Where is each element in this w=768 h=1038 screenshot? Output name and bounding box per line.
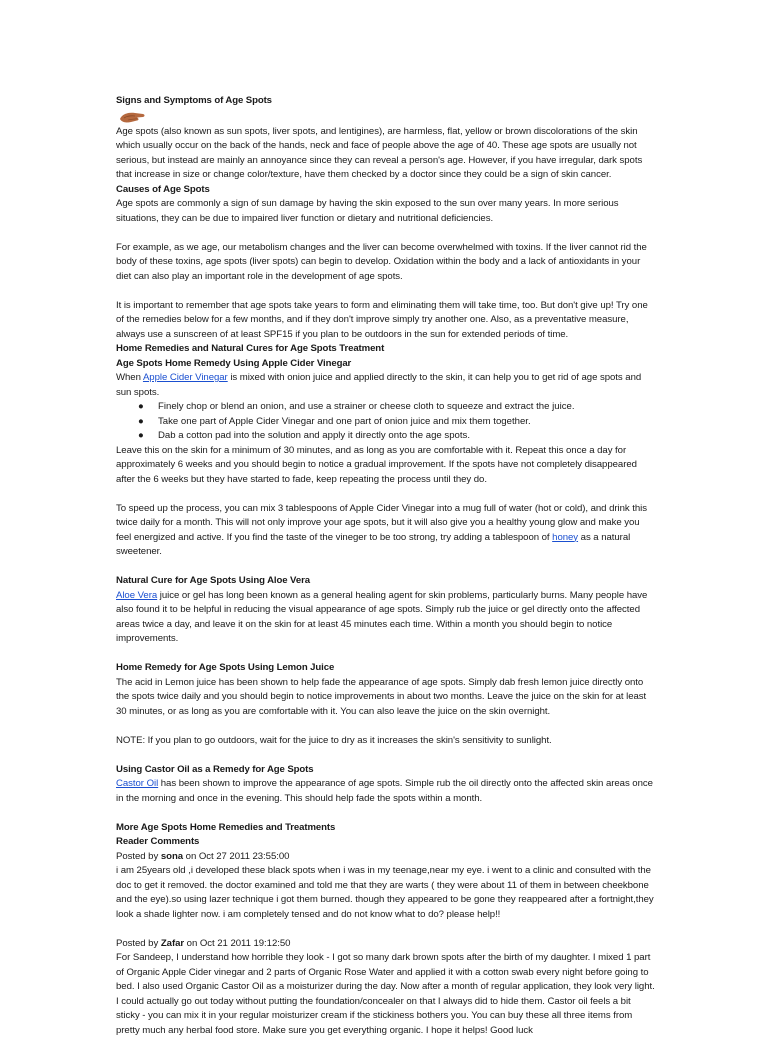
list-item — [116, 429, 656, 444]
honey-link[interactable]: honey — [552, 531, 579, 543]
comments-heading: Reader Comments — [116, 836, 200, 847]
acv-heading: Age Spots Home Remedy Using Apple Cider Vinegar — [116, 357, 352, 369]
castor-text: has been shown to improve the appearance of age spots. Simple rub the oil directly onto the affected skin areas once in the morning and once in the evening. This should help fade the spots within a month. — [116, 778, 653, 804]
comment-date: on Oct 21 2011 19:12:50 — [184, 937, 291, 949]
acv-steps-list — [116, 400, 656, 444]
bullet-icon: ● — [138, 430, 144, 441]
comment-meta — [116, 850, 656, 865]
hand-icon — [118, 110, 146, 124]
acv-drink-paragraph — [116, 502, 656, 560]
list-item-text: Finely chop or blend an onion, and use a strainer or cheese cloth to squeeze and extract the juice. — [158, 401, 575, 412]
article — [116, 94, 656, 1038]
bullet-icon: ● — [138, 401, 144, 412]
castor-heading: Using Castor Oil as a Remedy for Age Spots — [116, 763, 314, 775]
aloe-vera-link[interactable]: Aloe Vera — [116, 589, 158, 601]
list-item — [116, 400, 656, 415]
list-item-text: Dab a cotton pad into the solution and apply it directly onto the age spots. — [158, 430, 471, 441]
list-item-text: Take one part of Apple Cider Vinegar and one part of onion juice and mix them together. — [158, 415, 531, 427]
acv-instructions-paragraph: Leave this on the skin for a minimum of 30 minutes, and as long as you are comfortable with it. Repeat this once a day for approximately 6 weeks and you should begin to notice a gradual improvement. If the spots have not completely disappeared after the 6 weeks but they have started to fade, keep repeating the process until they do. — [116, 444, 637, 485]
lemon-paragraph: The acid in Lemon juice has been shown to help fade the appearance of age spots. Simply dab fresh lemon juice directly onto the spots twice daily and you should begin to notice improvements in about two months. Leave the juice on the skin for at least 30 minutes, or as long as you are comfortable with it. You can also leave the juice on the skin overnight. — [116, 676, 647, 717]
list-item — [116, 415, 656, 430]
posted-by-label: Posted by — [116, 937, 161, 949]
acv-lead-paragraph — [116, 371, 656, 400]
causes-paragraph-2: For example, as we age, our metabolism changes and the liver can become overwhelmed with toxins. If the liver cannot rid the body of these toxins, age spots (liver spots) can begin to develop. Oxidation within the body and a lack of antioxidants in your diet can also play an important role in the development of age spots. — [116, 241, 647, 282]
aloe-text: juice or gel has long been known as a general healing agent for skin problems, particularly burns. Many people have also found it to be helpful in reducing the visual appearance of age spots. Simply rub the juice or gel directly onto the affected areas twice a day, and leave it on the skin for at least 45 minutes each time. Within a month you should begin to notice improvements. — [116, 589, 648, 644]
causes-paragraph-3: It is important to remember that age spots take years to form and eliminating them will take time, too. But don't give up! Try one of the remedies below for a few months, and if they don't improve simply try another one. Also, as a preventative measure, always use a sunscreen of at least SPF15 if you plan to be outdoors in the sun for extended periods of time. — [116, 299, 648, 340]
comment-meta — [116, 937, 656, 952]
apple-cider-vinegar-link[interactable]: Apple Cider Vinegar — [142, 372, 228, 383]
acv-lead-text-end: is mixed with onion juice and applied directly to the skin, it can help you to get rid of age spots and sun spots. — [116, 372, 642, 398]
acv-drink-text-end: as a natural sweetener. — [116, 531, 631, 557]
more-remedies-heading: More Age Spots Home Remedies and Treatments — [116, 821, 336, 833]
castor-paragraph — [116, 777, 656, 806]
posted-by-label: Posted by — [116, 850, 161, 862]
intro-paragraph: Age spots (also known as sun spots, liver spots, and lentigines), are harmless, flat, yellow or brown discolorations of the skin which usually occur on the back of the hands, neck and face of people above the age of 40. These age spots are usually not serious, but instead are mainly an annoyance since they can reveal a person's age. However, if you have irregular, dark spots that increase in size or change color/texture, have them checked by a doctor since they could be a sign of skin cancer. — [116, 125, 643, 180]
aloe-heading: Natural Cure for Age Spots Using Aloe Vera — [116, 575, 310, 586]
aloe-paragraph — [116, 589, 656, 647]
acv-lead-text: When — [116, 372, 143, 383]
remedies-heading: Home Remedies and Natural Cures for Age Spots Treatment — [116, 343, 385, 354]
comment-text: For Sandeep, I understand how horrible they look - I got so many dark brown spots after the birth of my daughter. I mixed 1 part of Organic Apple Cider vinegar and 2 parts of Organic Rose Water and applied it with a cotton swab every night before going to bed. I also used Organic Castor Oil as a moisturizer during the day. Now after a month of regular application, they look very light. I could actually go out today without putting the foundation/concealer on that I always did to hide them. Castor oil feels a bit sticky - you can mix it in your regular moisturizer cream if the stickiness bothers you. You can buy these all three items from pretty much any herbal food store. Make sure you get everything organic. I hope it helps! Good luck — [116, 952, 655, 1036]
lemon-note: NOTE: If you plan to go outdoors, wait for the juice to dry as it increases the skin's sensitivity to sunlight. — [116, 734, 552, 746]
page-title: Signs and Symptoms of Age Spots — [116, 95, 272, 106]
comment-author: sona — [160, 850, 184, 862]
comment-text: i am 25years old ,i developed these black spots when i was in my teenage,near my eye. i went to a clinic and consulted with the doc to get it removed. the doctor examined and told me that they are warts ( they were about 11 of them in between cheekbone and the eye).so using lazer technique i got them burned. though they appeared to be gone they reappeared after a fortnight,they look a shade lighter now. i am completely tensed and do not know what to do? please help!! — [116, 865, 654, 920]
lemon-heading: Home Remedy for Age Spots Using Lemon Juice — [116, 662, 335, 673]
causes-paragraph-1: Age spots are commonly a sign of sun damage by having the skin exposed to the sun over many years. In more serious situations, they can be due to impaired liver function or dietary and nutritional deficiencies. — [116, 198, 619, 224]
comment-date: on Oct 27 2011 23:55:00 — [183, 850, 290, 862]
causes-heading: Causes of Age Spots — [116, 183, 210, 195]
acv-drink-text: To speed up the process, you can mix 3 tablespoons of Apple Cider Vinegar into a mug full of water (hot or cold), and drink this twice daily for a month. This will not only improve your age spots, but it will also give you a healthy young glow and make you feel energized and active. If you find the taste of the vineger to be too strong, try adding a tablespoon of — [116, 502, 647, 543]
bullet-icon: ● — [138, 415, 144, 427]
comment-author: Zafar — [160, 937, 185, 949]
castor-oil-link[interactable]: Castor Oil — [116, 778, 159, 789]
